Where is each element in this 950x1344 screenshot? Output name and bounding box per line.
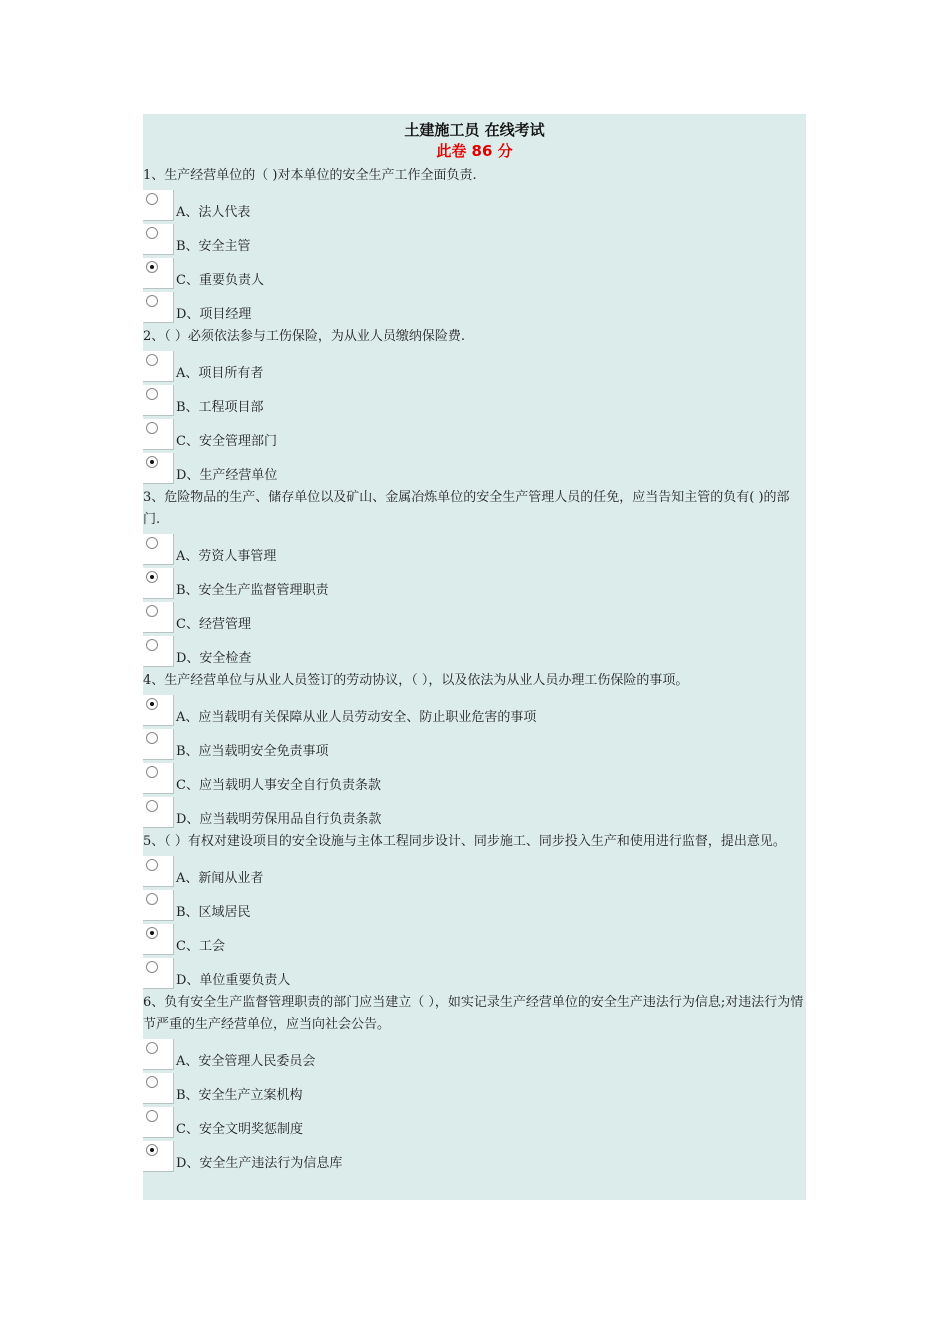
option-label: C、重要负责人 — [176, 273, 264, 288]
option-label: B、安全生产立案机构 — [176, 1088, 303, 1103]
answer-option[interactable] — [143, 416, 806, 450]
radio-checked-icon[interactable] — [146, 927, 158, 939]
radio-box[interactable] — [143, 1141, 174, 1172]
radio-box[interactable] — [143, 351, 174, 382]
radio-box[interactable] — [143, 385, 174, 416]
option-label: A、劳资人事管理 — [176, 549, 277, 564]
option-label: D、生产经营单位 — [176, 468, 278, 483]
question-text: 1、生产经营单位的（ )对本单位的安全生产工作全面负责. — [143, 168, 477, 183]
exam-title: 土建施工员 在线考试 — [404, 121, 545, 139]
answer-option[interactable] — [143, 450, 806, 484]
option-label: A、应当载明有关保障从业人员劳动安全、防止职业危害的事项 — [176, 710, 537, 725]
answer-option[interactable] — [143, 187, 806, 221]
answer-option[interactable] — [143, 887, 806, 921]
option-label: A、新闻从业者 — [176, 871, 264, 886]
radio-unchecked-icon[interactable] — [146, 388, 158, 400]
radio-unchecked-icon[interactable] — [146, 422, 158, 434]
radio-box[interactable] — [143, 729, 174, 760]
answer-option[interactable] — [143, 726, 806, 760]
radio-unchecked-icon[interactable] — [146, 227, 158, 239]
radio-unchecked-icon[interactable] — [146, 1076, 158, 1088]
radio-box[interactable] — [143, 602, 174, 633]
answer-option[interactable] — [143, 955, 806, 989]
radio-unchecked-icon[interactable] — [146, 1110, 158, 1122]
option-label: B、区域居民 — [176, 905, 251, 920]
option-label: A、项目所有者 — [176, 366, 264, 381]
answer-option[interactable] — [143, 565, 806, 599]
radio-box[interactable] — [143, 695, 174, 726]
option-label: D、单位重要负责人 — [176, 973, 291, 988]
radio-unchecked-icon[interactable] — [146, 766, 158, 778]
answer-option[interactable] — [143, 1070, 806, 1104]
option-label: C、安全文明奖惩制度 — [176, 1122, 303, 1137]
radio-box[interactable] — [143, 419, 174, 450]
question-text: 4、生产经营单位与从业人员签订的劳动协议，（ ），以及依法为从业人员办理工伤保险的事项。 — [143, 673, 689, 688]
answer-option[interactable] — [143, 1104, 806, 1138]
answer-option[interactable] — [143, 382, 806, 416]
radio-unchecked-icon[interactable] — [146, 961, 158, 973]
radio-box[interactable] — [143, 856, 174, 887]
radio-box[interactable] — [143, 797, 174, 828]
question-text: 5、（ ）有权对建设项目的安全设施与主体工程同步设计、同步施工、同步投入生产和使用进行监督，提出意见。 — [143, 834, 786, 849]
option-label: C、安全管理部门 — [176, 434, 277, 449]
option-label: C、应当载明人事安全自行负责条款 — [176, 778, 381, 793]
radio-checked-icon[interactable] — [146, 698, 158, 710]
option-label: D、安全生产违法行为信息库 — [176, 1156, 343, 1171]
radio-unchecked-icon[interactable] — [146, 295, 158, 307]
radio-unchecked-icon[interactable] — [146, 859, 158, 871]
answer-option[interactable] — [143, 348, 806, 382]
radio-unchecked-icon[interactable] — [146, 639, 158, 651]
option-label: A、法人代表 — [176, 205, 251, 220]
option-label: D、安全检查 — [176, 651, 252, 666]
radio-unchecked-icon[interactable] — [146, 732, 158, 744]
radio-box[interactable] — [143, 453, 174, 484]
option-label: D、项目经理 — [176, 307, 252, 322]
radio-box[interactable] — [143, 292, 174, 323]
exam-score: 此卷 86 分 — [436, 142, 513, 160]
answer-option[interactable] — [143, 633, 806, 667]
answer-option[interactable] — [143, 599, 806, 633]
radio-box[interactable] — [143, 890, 174, 921]
radio-unchecked-icon[interactable] — [146, 605, 158, 617]
question-text: 2、（ ）必须依法参与工伤保险，为从业人员缴纳保险费. — [143, 329, 466, 344]
question-text: 3、危险物品的生产、储存单位以及矿山、金属冶炼单位的安全生产管理人员的任免，应当告知主管的负有( )的部门. — [143, 490, 790, 527]
radio-unchecked-icon[interactable] — [146, 800, 158, 812]
radio-unchecked-icon[interactable] — [146, 537, 158, 549]
option-label: C、经营管理 — [176, 617, 251, 632]
radio-unchecked-icon[interactable] — [146, 354, 158, 366]
answer-option[interactable] — [143, 1138, 806, 1172]
radio-unchecked-icon[interactable] — [146, 193, 158, 205]
radio-box[interactable] — [143, 636, 174, 667]
radio-box[interactable] — [143, 534, 174, 565]
radio-box[interactable] — [143, 763, 174, 794]
answer-option[interactable] — [143, 531, 806, 565]
radio-box[interactable] — [143, 1073, 174, 1104]
radio-checked-icon[interactable] — [146, 571, 158, 583]
option-label: B、安全生产监督管理职责 — [176, 583, 329, 598]
answer-option[interactable] — [143, 289, 806, 323]
radio-box[interactable] — [143, 924, 174, 955]
question-list — [143, 165, 806, 1172]
radio-checked-icon[interactable] — [146, 456, 158, 468]
exam-panel — [143, 114, 806, 1200]
radio-unchecked-icon[interactable] — [146, 1042, 158, 1054]
radio-box[interactable] — [143, 258, 174, 289]
answer-option[interactable] — [143, 221, 806, 255]
radio-box[interactable] — [143, 1039, 174, 1070]
radio-box[interactable] — [143, 1107, 174, 1138]
radio-checked-icon[interactable] — [146, 1144, 158, 1156]
answer-option[interactable] — [143, 921, 806, 955]
radio-box[interactable] — [143, 224, 174, 255]
answer-option[interactable] — [143, 853, 806, 887]
answer-option[interactable] — [143, 692, 806, 726]
option-label: A、安全管理人民委员会 — [176, 1054, 316, 1069]
option-label: B、应当载明安全免责事项 — [176, 744, 329, 759]
answer-option[interactable] — [143, 1036, 806, 1070]
answer-option[interactable] — [143, 760, 806, 794]
answer-option[interactable] — [143, 794, 806, 828]
answer-option[interactable] — [143, 255, 806, 289]
radio-box[interactable] — [143, 958, 174, 989]
radio-checked-icon[interactable] — [146, 261, 158, 273]
radio-box[interactable] — [143, 568, 174, 599]
option-label: D、应当载明劳保用品自行负责条款 — [176, 812, 382, 827]
question-text: 6、负有安全生产监督管理职责的部门应当建立（ ），如实记录生产经营单位的安全生产违法行为信息;对违法行为情节严重的生产经营单位，应当向社会公告。 — [143, 995, 804, 1032]
option-label: C、工会 — [176, 939, 225, 954]
radio-box[interactable] — [143, 190, 174, 221]
option-label: B、工程项目部 — [176, 400, 264, 415]
option-label: B、安全主管 — [176, 239, 251, 254]
radio-unchecked-icon[interactable] — [146, 893, 158, 905]
